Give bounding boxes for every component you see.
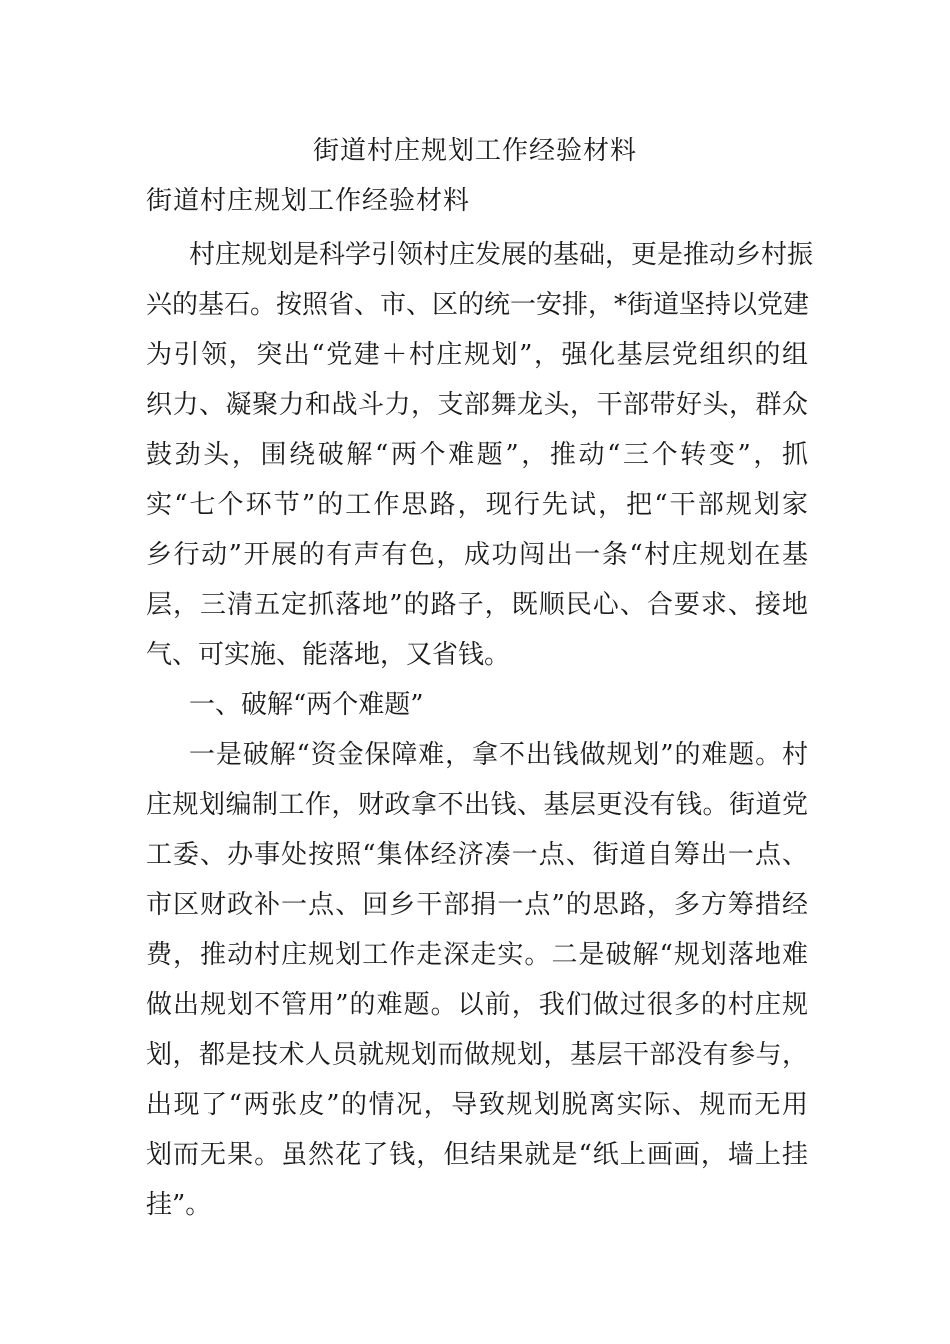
text-line: 鼓劲头，围绕破解“两个难题”，推动“三个转变”，抓 xyxy=(146,440,808,470)
text-line: 市区财政补一点、回乡干部捐一点”的思路，多方筹措经 xyxy=(146,890,808,920)
text-line: 庄规划编制工作，财政拿不出钱、基层更没有钱。街道党 xyxy=(146,790,808,820)
text-line: 一是破解“资金保障难，拿不出钱做规划”的难题。村 xyxy=(189,740,808,770)
text-line: 层，三清五定抓落地”的路子，既顺民心、合要求、接地 xyxy=(146,590,808,620)
document-title: 街道村庄规划工作经验材料 xyxy=(312,136,637,166)
document-body xyxy=(146,230,814,1230)
text-line: 工委、办事处按照“集体经济凑一点、街道自筹出一点、 xyxy=(146,840,808,870)
text-line: 村庄规划是科学引领村庄发展的基础，更是推动乡村振 xyxy=(189,240,814,270)
text-line: 气、可实施、能落地，又省钱。 xyxy=(146,640,511,670)
text-line: 出现了“两张皮”的情况，导致规划脱离实际、规而无用 xyxy=(146,1090,808,1120)
text-line: 划而无果。虽然花了钱，但结果就是“纸上画画，墙上挂 xyxy=(146,1140,808,1170)
text-line: 实“七个环节”的工作思路，现行先试，把“干部规划家 xyxy=(146,490,808,520)
text-line: 划，都是技术人员就规划而做规划，基层干部没有参与， xyxy=(146,1040,808,1070)
text-line: 织力、凝聚力和战斗力，支部舞龙头，干部带好头，群众 xyxy=(146,390,808,420)
text-line: 兴的基石。按照省、市、区的统一安排，*街道坚持以党建 xyxy=(146,290,810,320)
text-line: 一、破解“两个难题” xyxy=(189,690,424,720)
text-line: 费，推动村庄规划工作走深走实。二是破解“规划落地难 xyxy=(146,940,808,970)
text-line: 为引领，突出“党建＋村庄规划”，强化基层党组织的组 xyxy=(146,340,808,370)
text-line: 乡行动”开展的有声有色，成功闯出一条“村庄规划在基 xyxy=(146,540,808,570)
text-line: 挂”。 xyxy=(146,1190,212,1220)
text-line: 做出规划不管用”的难题。以前，我们做过很多的村庄规 xyxy=(146,990,808,1020)
document-subtitle: 街道村庄规划工作经验材料 xyxy=(146,186,471,216)
